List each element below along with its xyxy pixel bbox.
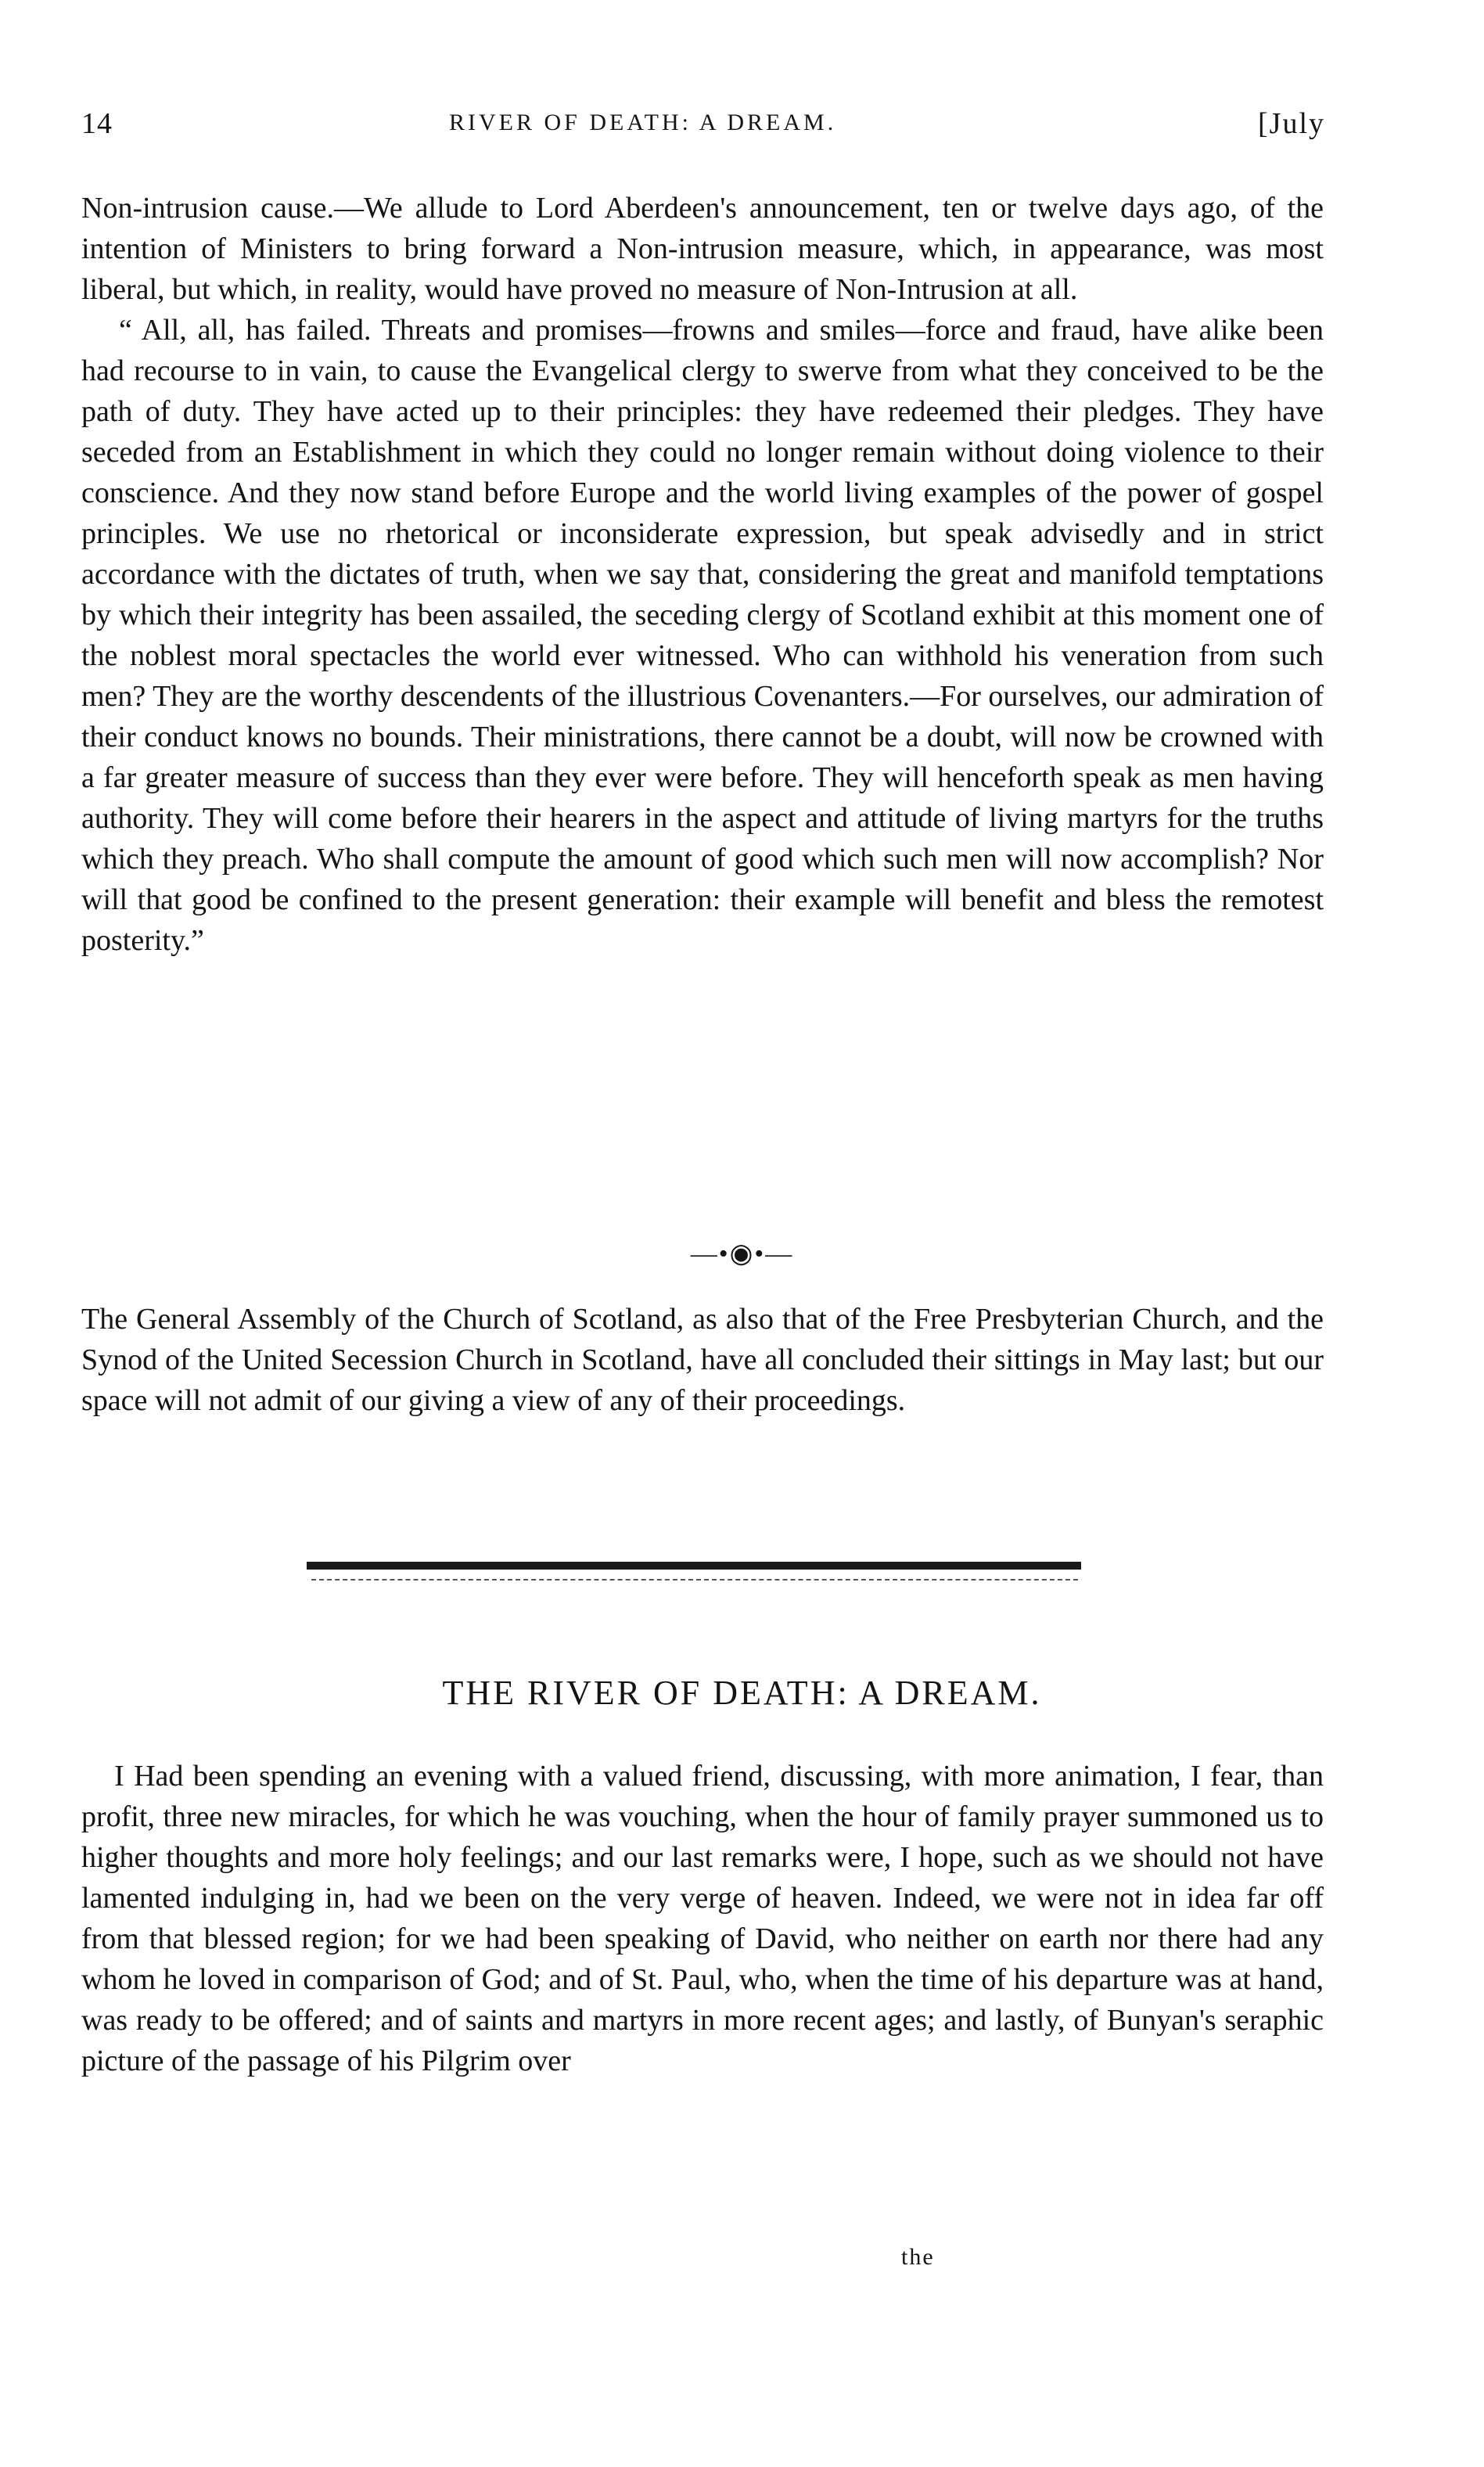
- running-head: [81, 106, 1325, 153]
- continued-section: [81, 188, 1324, 961]
- section-rule: [307, 1562, 1081, 1593]
- paragraph-nonintrusion: Non-intrusion cause.—We allude to Lord Aberdeen's announcement, ten or twelve days ago, of the intention of Ministers to bring forward a Non-intrusion measure, which, in appearance, was most liberal, but which, in reality, would have proved no measure of Non-Intrusion at all.: [81, 192, 1324, 306]
- paragraph-quotation: “ All, all, has failed. Threats and promises—frowns and smiles—force and fraud, have alike been had recourse to in vain, to cause the Evangelical clergy to swerve from what they conceived to be the path of duty. They have acted up to their principles: they have redeemed their pledges. They have seceded from an Establishment in which they could no longer remain without doing violence to their conscience. And they now stand before Europe and the world living examples of the power of gospel principles. We use no rhetorical or inconsiderate expression, but speak advisedly and in strict accordance with the dictates of truth, when we say that, considering the great and manifold temptations by which their integrity has been assailed, the seceding clergy of Scotland exhibit at this moment one of the noblest moral spectacles the world ever witnessed. Who can withhold his veneration from such men? They are the worthy descendents of the illustrious Covenanters.—For ourselves, our admiration of their conduct knows no bounds. Their ministrations, there cannot be a doubt, will now be crowned with a far greater measure of success than they ever were before. They will henceforth speak as men having authority. They will come before their hearers in the aspect and attitude of living martyrs for the truths which they preach. Who shall compute the amount of good which such men will now accomplish? Nor will that good be confined to the present generation: their example will benefit and bless the remotest posterity.”: [81, 314, 1324, 957]
- page-number: 14: [81, 107, 113, 140]
- general-assembly-section: [81, 1299, 1324, 1421]
- catchword: the: [901, 2244, 935, 2270]
- thin-rule: [311, 1579, 1078, 1581]
- ornament-divider: —•◉•—: [690, 1239, 794, 1268]
- article-title: THE RIVER OF DEATH: A DREAM.: [442, 1674, 1042, 1712]
- article-body: [81, 1756, 1324, 2081]
- paragraph-general-assembly: The General Assembly of the Church of Scotland, as also that of the Free Presbyterian Church, and the Synod of the United Secession Church in Scotland, have all concluded their sittings in May last; but our space will not admit of our giving a view of any of their proceedings.: [81, 1303, 1324, 1417]
- paragraph-article-opening: I Had been spending an evening with a valued friend, discussing, with more animation, I fear, than profit, three new miracles, for which he was vouching, when the hour of family prayer summoned us to higher thoughts and more holy feelings; and our last remarks were, I hope, such as we should not have lamented indulging in, had we been on the very verge of heaven. Indeed, we were not in idea far off from that blessed region; for we had been speaking of David, who neither on earth nor there had any whom he loved in comparison of God; and of St. Paul, who, when the time of his departure was at hand, was ready to be offered; and of saints and martyrs in more recent ages; and lastly, of Bunyan's seraphic picture of the passage of his Pilgrim over: [81, 1760, 1324, 2077]
- running-title: RIVER OF DEATH: A DREAM.: [449, 110, 837, 135]
- running-month: [July: [1258, 107, 1325, 140]
- thick-rule: [307, 1562, 1081, 1570]
